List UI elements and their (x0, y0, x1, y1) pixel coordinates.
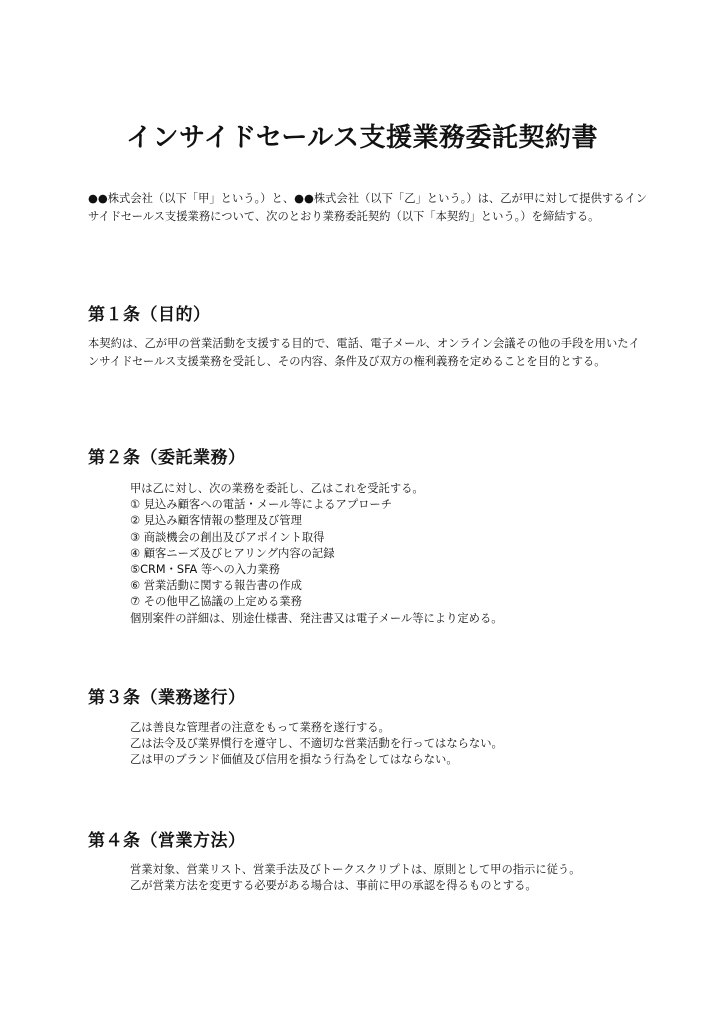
article-4-line: 乙が営業方法を変更する必要がある場合は、事前に甲の承認を得るものとする。 (130, 879, 537, 893)
article-1-heading: 第１条（目的） (88, 305, 211, 325)
article-2-line: ① 見込み顧客への電話・メール等によるアプローチ (130, 498, 393, 512)
article-3-list (130, 720, 650, 769)
article-3-line: 乙は善良な管理者の注意をもって業務を遂行する。 (130, 721, 390, 734)
article-2-line: ② 見込み顧客情報の整理及び管理 (130, 514, 302, 528)
article-2-list (130, 481, 650, 627)
article-4-line: 営業対象、営業リスト、営業手法及びトークスクリプトは、原則として甲の指示に従う。 (130, 863, 581, 876)
article-2-line: 個別案件の詳細は、別途仕様書、発注書又は電子メール等により定める。 (130, 611, 503, 625)
article-4-list (130, 862, 650, 894)
article-2-line: ③ 商談機会の創出及びアポイント取得 (130, 530, 325, 544)
article-3-line: 乙は法令及び業界慣行を遵守し、不適切な営業活動を行ってはならない。 (130, 737, 503, 751)
article-4-heading: 第４条（営業方法） (88, 831, 246, 851)
article-3-line: 乙は甲のブランド価値及び信用を損なう行為をしてはならない。 (130, 753, 458, 767)
article-1-body: 本契約は、乙が甲の営業活動を支援する目的で、電話、電子メール、オンライン会議その他の手段を用いたインサイドセールス支援業務を受託し、その内容、条件及び双方の権利義務を定めることを目的とする。 (88, 337, 640, 368)
article-2-line: ④ 顧客ニーズ及びヒアリング内容の記録 (130, 546, 335, 560)
article-2-heading: 第２条（委託業務） (88, 448, 246, 468)
article-3-heading: 第３条（業務遂行） (88, 688, 246, 708)
article-2-line: ⑦ その他甲乙協議の上定める業務 (130, 595, 302, 609)
article-2-line: ⑤CRM・SFA 等への入力業務 (130, 563, 280, 577)
intro-paragraph: ●●株式会社（以下「甲」という。）と、●●株式会社（以下「乙」という。）は、乙が甲に対して提供するインサイドセールス支援業務について、次のとおり業務委託契約（以下「本契約」という。）を締結する。 (88, 192, 648, 223)
article-2-line: 甲は乙に対し、次の業務を委託し、乙はこれを受託する。 (130, 482, 424, 495)
document-title: インサイドセールス支援業務委託契約書 (125, 123, 599, 153)
article-2-line: ⑥ 営業活動に関する報告書の作成 (130, 579, 302, 593)
